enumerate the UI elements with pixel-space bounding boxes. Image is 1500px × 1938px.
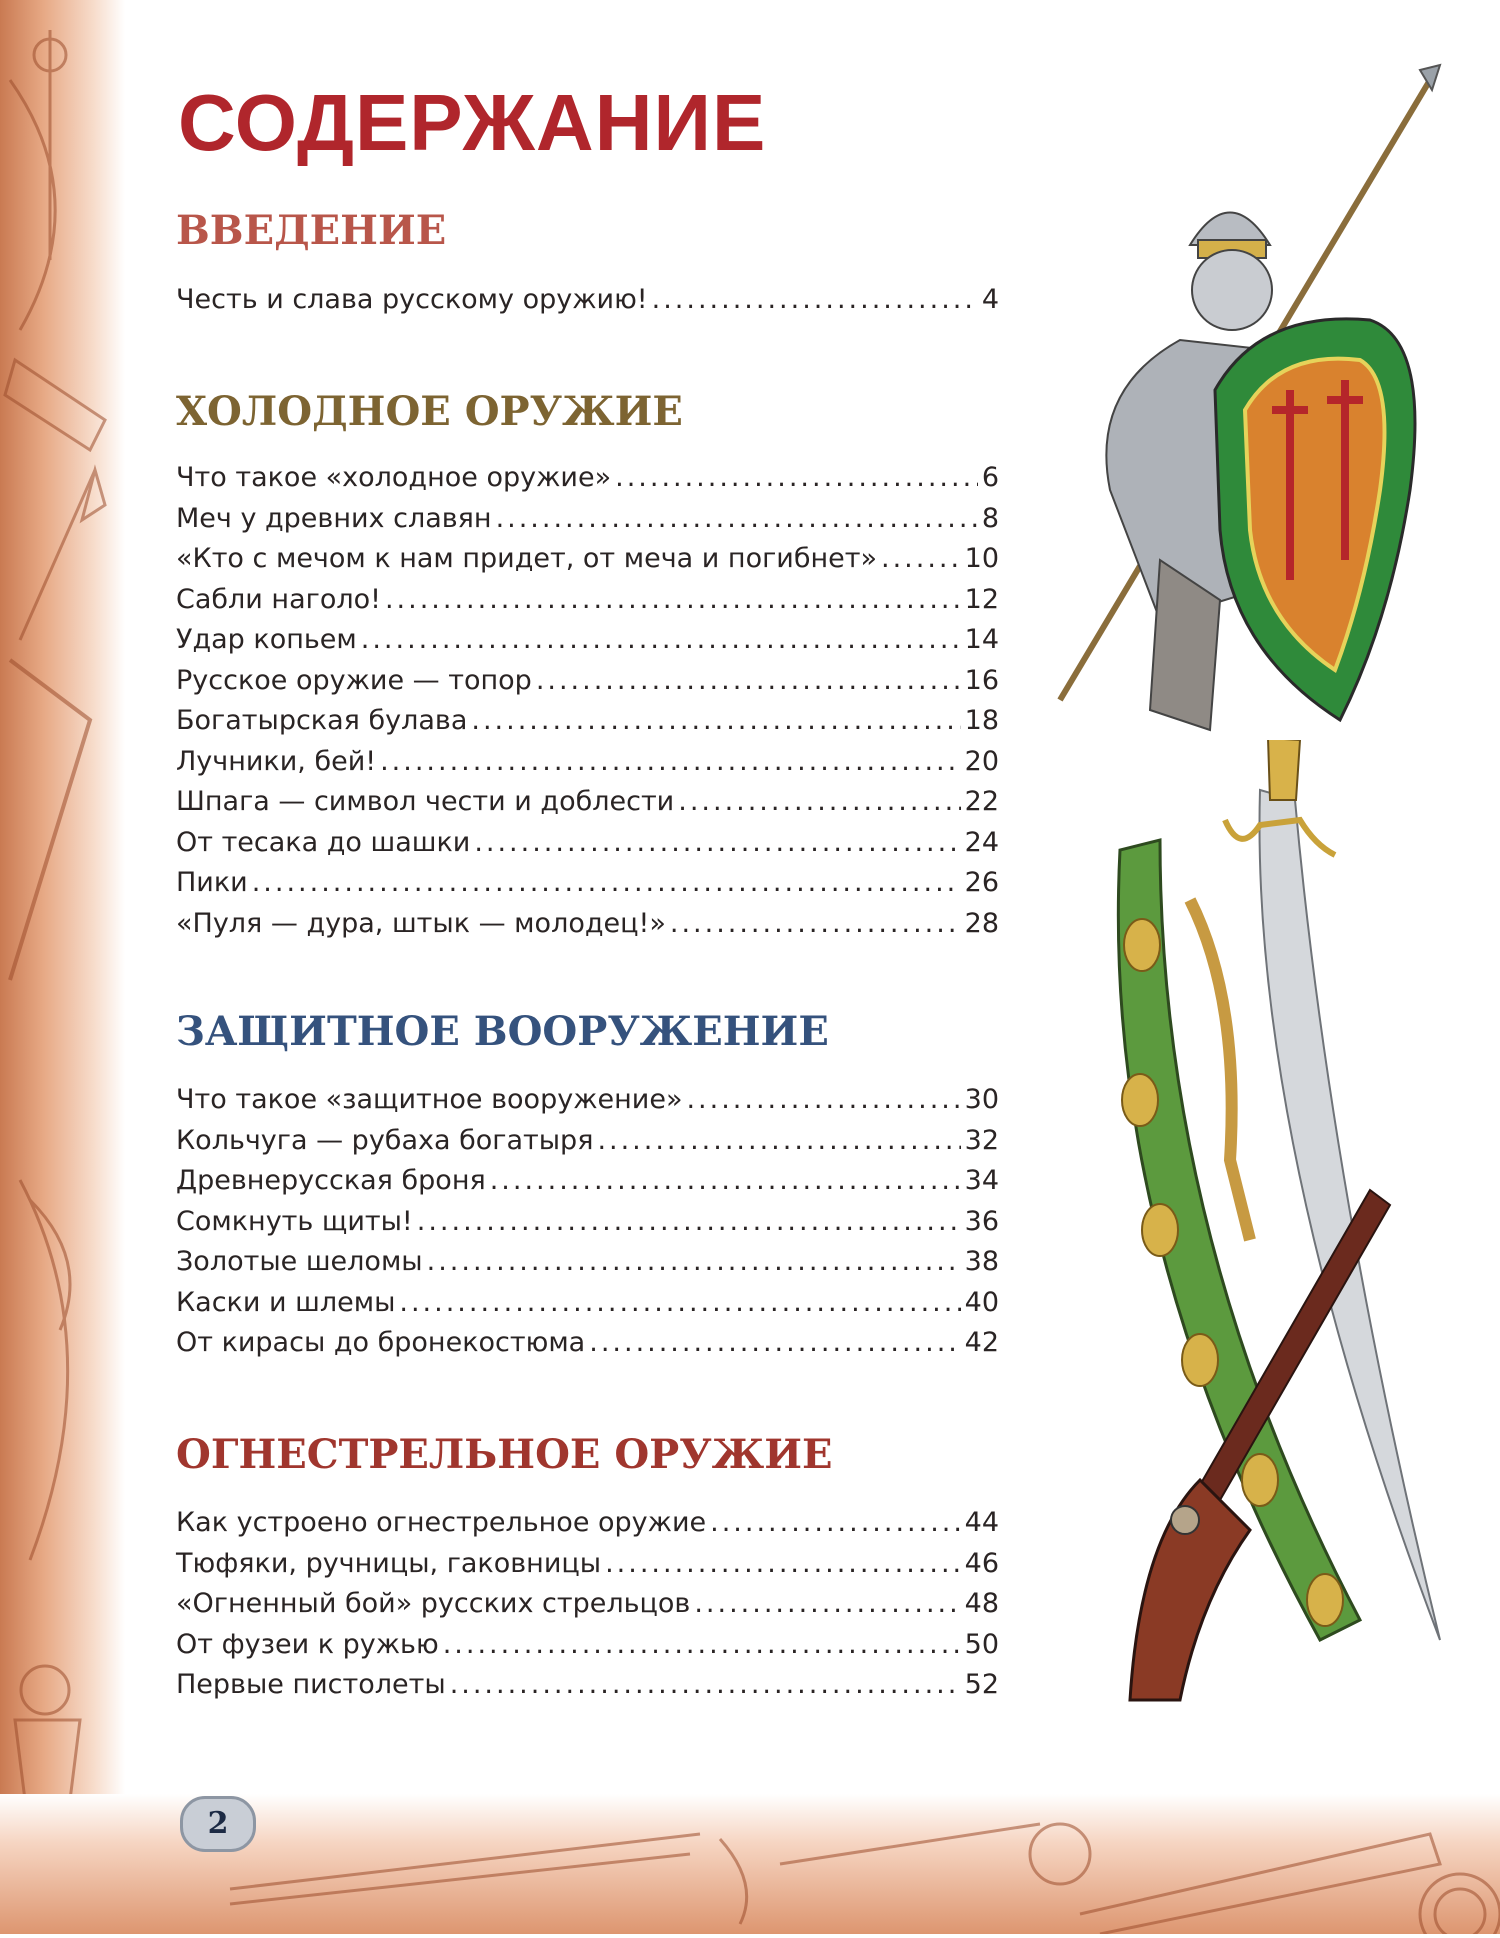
page-number: 2 xyxy=(180,1796,256,1852)
dot-leader xyxy=(589,1323,960,1364)
toc-entry[interactable] xyxy=(176,1121,999,1162)
toc-entry[interactable] xyxy=(176,863,999,904)
toc-list-cold-weapons xyxy=(176,458,999,944)
toc-entry-page: 10 xyxy=(964,543,999,574)
toc-entry[interactable] xyxy=(176,823,999,864)
toc-entry[interactable] xyxy=(176,620,999,661)
dot-leader xyxy=(678,782,960,823)
dot-leader xyxy=(686,1080,960,1121)
toc-entry[interactable] xyxy=(176,904,999,945)
section-heading-firearms: ОГНЕСТРЕЛЬНОЕ ОРУЖИЕ xyxy=(176,1431,833,1478)
page-title: СОДЕРЖАНИЕ xyxy=(178,78,767,167)
toc-entry[interactable] xyxy=(176,1161,999,1202)
dot-leader xyxy=(399,1283,960,1324)
toc-entry-title: Древнерусская броня xyxy=(176,1165,486,1196)
antique-weapons-left-art xyxy=(0,0,125,1934)
section-heading-defensive-armament: ЗАЩИТНОЕ ВООРУЖЕНИЕ xyxy=(176,1008,829,1055)
toc-entry-title: Меч у древних славян xyxy=(176,502,492,534)
toc-entry[interactable] xyxy=(176,701,999,742)
chainmail-hood xyxy=(1192,250,1272,330)
toc-entry[interactable] xyxy=(176,1080,999,1121)
toc-entry[interactable] xyxy=(176,580,999,621)
toc-entry-page: 8 xyxy=(981,502,999,534)
toc-entry-title: От тесака до шашки xyxy=(176,826,471,858)
toc-entry-title: Сабли наголо! xyxy=(176,583,381,615)
dot-leader xyxy=(252,863,961,904)
toc-entry-page: 38 xyxy=(964,1246,999,1277)
toc-entry-page: 30 xyxy=(964,1084,999,1115)
toc-entry-page: 24 xyxy=(964,826,999,858)
toc-entry-page: 6 xyxy=(981,462,999,493)
toc-entry-title: «Пуля — дура, штык — молодец!» xyxy=(176,907,666,939)
toc-entry-title: Что такое «холодное оружие» xyxy=(176,462,612,493)
toc-entry-title: Лучники, бей! xyxy=(176,745,377,777)
toc-entry-title: Богатырская булава xyxy=(176,705,468,736)
toc-entry-title: Первые пистолеты xyxy=(176,1669,446,1700)
toc-entry-title: Русское оружие — топор xyxy=(176,664,532,696)
toc-entry[interactable] xyxy=(176,782,999,823)
pistol-lock xyxy=(1171,1506,1199,1534)
dot-leader xyxy=(710,1503,961,1544)
dot-leader xyxy=(694,1584,960,1625)
toc-entry[interactable] xyxy=(176,1242,999,1283)
dot-leader xyxy=(605,1544,961,1585)
toc-entry-page: 44 xyxy=(964,1507,999,1538)
dot-leader xyxy=(881,539,961,580)
toc-entry-title: «Огненный бой» русских стрельцов xyxy=(176,1588,691,1619)
toc-entry-page: 36 xyxy=(964,1205,999,1237)
toc-entry[interactable] xyxy=(176,458,999,499)
dot-leader xyxy=(361,620,961,661)
toc-entry-title: Как устроено огнестрельное оружие xyxy=(176,1507,707,1538)
dot-leader xyxy=(443,1625,961,1666)
toc-entry-page: 14 xyxy=(964,624,999,655)
section-heading-cold-weapons: ХОЛОДНОЕ ОРУЖИЕ xyxy=(176,388,683,435)
toc-entry[interactable] xyxy=(176,1665,999,1706)
warrior-with-spear-and-shield-image xyxy=(1040,60,1460,740)
toc-entry[interactable] xyxy=(176,280,999,321)
toc-entry-page: 50 xyxy=(964,1628,999,1660)
toc-entry-title: От фузеи к ружью xyxy=(176,1628,439,1660)
sabre-hilt xyxy=(1268,740,1300,800)
dot-leader xyxy=(490,1161,961,1202)
toc-entry[interactable] xyxy=(176,1625,999,1666)
dot-leader xyxy=(417,1202,961,1243)
toc-entry-title: Тюфяки, ручницы, гаковницы xyxy=(176,1547,602,1579)
left-decorative-border xyxy=(0,0,125,1934)
toc-entry[interactable] xyxy=(176,539,999,580)
dot-leader xyxy=(496,499,978,540)
dot-leader xyxy=(380,742,961,783)
toc-entry-page: 42 xyxy=(964,1327,999,1358)
toc-entry-page: 40 xyxy=(964,1286,999,1318)
toc-entry-page: 28 xyxy=(964,907,999,939)
toc-entry-title: Золотые шеломы xyxy=(176,1246,423,1277)
toc-entry[interactable] xyxy=(176,1584,999,1625)
toc-entry[interactable] xyxy=(176,1323,999,1364)
toc-list-introduction xyxy=(176,280,999,321)
toc-entry-page: 18 xyxy=(964,705,999,736)
toc-entry[interactable] xyxy=(176,1544,999,1585)
section-heading-introduction: ВВЕДЕНИЕ xyxy=(176,207,447,254)
toc-entry-title: Сомкнуть щиты! xyxy=(176,1205,413,1237)
toc-entry[interactable] xyxy=(176,742,999,783)
toc-entry-page: 34 xyxy=(964,1165,999,1196)
dot-leader xyxy=(597,1121,960,1162)
toc-entry-title: Пики xyxy=(176,867,248,898)
toc-entry-title: От кирасы до бронекостюма xyxy=(176,1327,586,1358)
toc-entry-page: 22 xyxy=(964,786,999,817)
dot-leader xyxy=(474,823,960,864)
toc-entry-page: 46 xyxy=(964,1547,999,1579)
toc-entry-title: Кольчуга — рубаха богатыря xyxy=(176,1124,594,1156)
toc-entry-page: 48 xyxy=(964,1588,999,1619)
dot-leader xyxy=(536,661,961,702)
dot-leader xyxy=(450,1665,961,1706)
dot-leader xyxy=(615,458,978,499)
toc-entry[interactable] xyxy=(176,1283,999,1324)
dot-leader xyxy=(471,701,960,742)
dot-leader xyxy=(427,1242,961,1283)
toc-entry[interactable] xyxy=(176,1202,999,1243)
toc-list-defensive-armament xyxy=(176,1080,999,1364)
toc-entry-page: 16 xyxy=(964,664,999,696)
toc-entry-title: Каски и шлемы xyxy=(176,1286,396,1318)
toc-entry-page: 12 xyxy=(964,583,999,615)
toc-entry-title: Честь и слава русскому оружию! xyxy=(176,284,648,315)
dot-leader xyxy=(652,280,978,321)
toc-entry[interactable] xyxy=(176,499,999,540)
toc-entry-page: 20 xyxy=(964,745,999,777)
toc-entry-page: 26 xyxy=(964,867,999,898)
dot-leader xyxy=(385,580,961,621)
toc-entry-page: 4 xyxy=(981,284,999,315)
toc-entry-title: Удар копьем xyxy=(176,624,357,655)
toc-entry-title: Шпага — символ чести и доблести xyxy=(176,786,675,817)
toc-entry[interactable] xyxy=(176,661,999,702)
toc-entry[interactable] xyxy=(176,1503,999,1544)
sabre-scabbard-and-pistol-image xyxy=(1100,740,1480,1740)
dot-leader xyxy=(670,904,961,945)
toc-list-firearms xyxy=(176,1503,999,1706)
toc-entry-page: 52 xyxy=(964,1669,999,1700)
toc-entry-title: Что такое «защитное вооружение» xyxy=(176,1084,683,1115)
toc-entry-title: «Кто с мечом к нам придет, от меча и погибнет» xyxy=(176,543,877,574)
toc-entry-page: 32 xyxy=(964,1124,999,1156)
